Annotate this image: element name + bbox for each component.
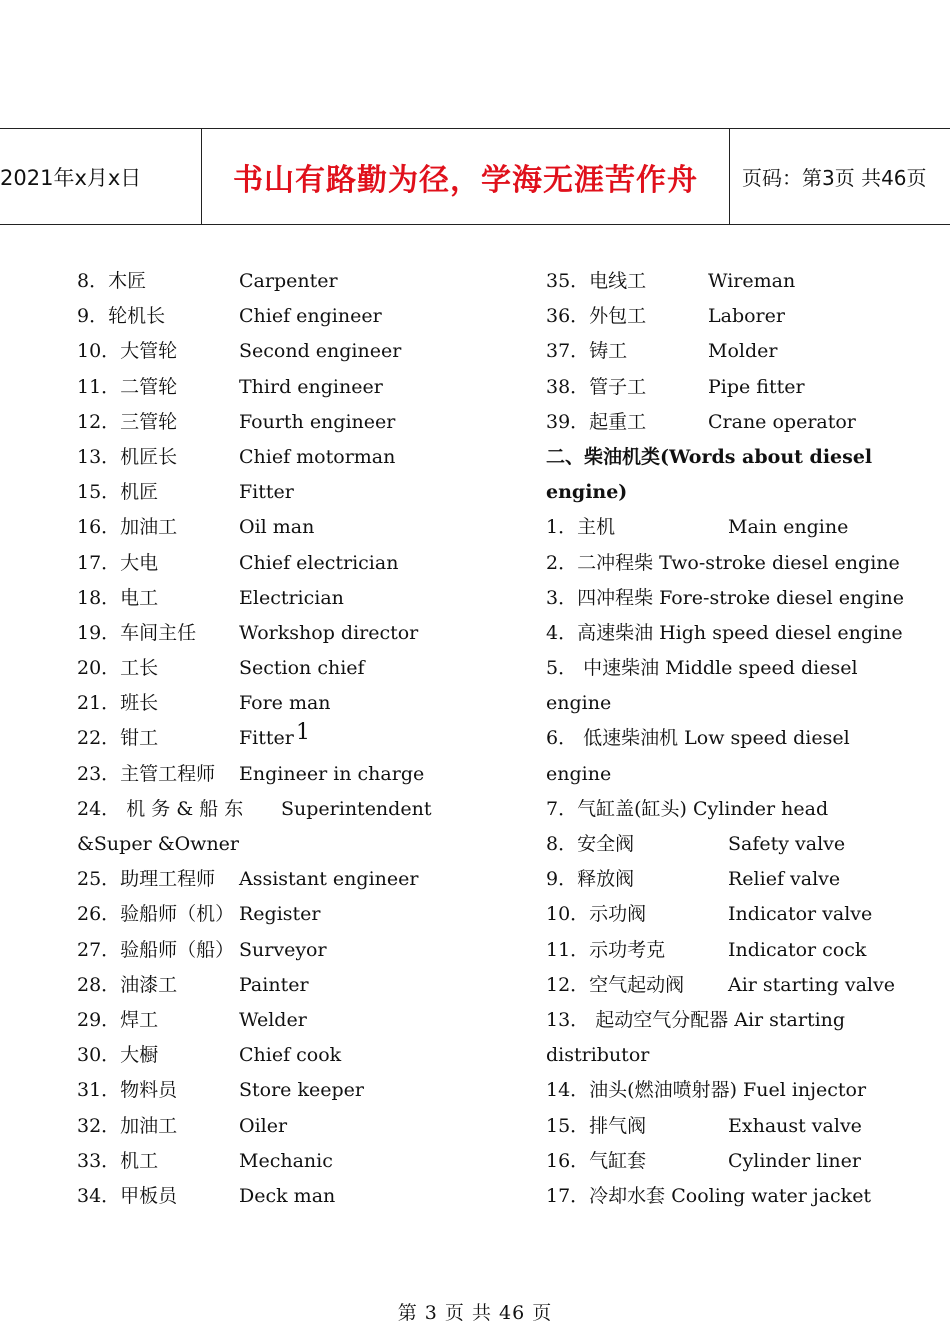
term-english: Laborer xyxy=(708,305,785,328)
term-chinese: 8．安全阀 xyxy=(546,833,635,855)
term-english: Chief cook xyxy=(239,1044,342,1067)
term-english: Air starting valve xyxy=(728,973,895,996)
term-english: Exhaust valve xyxy=(728,1114,862,1137)
term-english: Indicator valve xyxy=(728,903,873,926)
term-english: Deck man xyxy=(239,1184,336,1207)
term-row xyxy=(77,686,407,721)
term-english: Third engineer xyxy=(239,375,383,398)
page-header xyxy=(0,128,950,225)
term-row xyxy=(546,827,873,862)
term-english: Engineer in charge xyxy=(239,762,425,785)
term-chinese: 16．气缸套 xyxy=(546,1149,647,1172)
term-line: 4．高速柴油 High speed diesel engine xyxy=(546,621,903,644)
term-chinese: 28．油漆工 xyxy=(77,973,178,996)
term-chinese: 25．助理工程师 xyxy=(77,868,216,891)
term-row xyxy=(77,1073,407,1108)
term-line: 14．油头(燃油喷射器) Fuel injector xyxy=(546,1079,867,1102)
term-chinese: 11．示功考克 xyxy=(546,938,666,961)
term-row xyxy=(546,370,873,405)
term-english: Assistant engineer xyxy=(239,868,419,891)
term-chinese: 15．排气阀 xyxy=(546,1114,647,1137)
term-row xyxy=(546,757,873,792)
term-row xyxy=(546,968,895,1003)
term-row xyxy=(546,1038,873,1073)
term-chinese: 10．大管轮 xyxy=(77,340,178,363)
term-chinese: &Super &Owner xyxy=(77,833,240,855)
term-row xyxy=(546,334,873,369)
term-row xyxy=(546,616,903,651)
term-english: Carpenter xyxy=(239,270,338,292)
term-row xyxy=(77,933,407,968)
term-row xyxy=(77,757,425,792)
term-chinese: 30．大橱 xyxy=(77,1044,159,1067)
term-english: Electrician xyxy=(239,586,344,609)
term-chinese: 18．电工 xyxy=(77,586,159,609)
term-english: Section chief xyxy=(239,657,365,680)
term-chinese: 12．三管轮 xyxy=(77,410,178,433)
page-mark: 1 xyxy=(296,720,310,745)
term-row xyxy=(77,264,407,299)
term-row xyxy=(546,264,873,299)
term-english: Indicator cock xyxy=(728,938,867,961)
term-english: Second engineer xyxy=(239,340,402,363)
term-row xyxy=(77,616,419,651)
term-row xyxy=(546,1179,873,1214)
term-chinese: 11．二管轮 xyxy=(77,375,178,398)
term-chinese: 24． 机 务 & 船 东 xyxy=(77,797,244,820)
term-row xyxy=(77,1144,407,1179)
term-english: Wireman xyxy=(708,270,796,292)
page-footer: 第 3 页 共 46 页 xyxy=(397,1302,553,1324)
term-chinese: 10．示功阀 xyxy=(546,903,647,926)
term-chinese: 35．电线工 xyxy=(546,270,647,292)
term-chinese: 39．起重工 xyxy=(546,410,647,433)
term-english: Oil man xyxy=(239,516,315,539)
term-english: Register xyxy=(239,903,321,926)
left-term-column xyxy=(77,264,432,1214)
term-row xyxy=(77,968,407,1003)
term-english: Oiler xyxy=(239,1114,288,1137)
term-row xyxy=(546,1073,873,1108)
term-english: Crane operator xyxy=(708,410,856,433)
term-english: Cylinder liner xyxy=(728,1149,861,1172)
header-date: 2021年x月x日 xyxy=(0,165,142,190)
term-row xyxy=(546,405,873,440)
term-chinese: 9．轮机长 xyxy=(77,305,166,328)
term-row xyxy=(546,933,873,968)
term-chinese: 12．空气起动阀 xyxy=(546,973,685,996)
term-chinese: 32．加油工 xyxy=(77,1114,178,1137)
term-line: 7．气缸盖(缸头) Cylinder head xyxy=(546,797,829,820)
term-line: 二、柴油机类(Words about diesel xyxy=(546,445,873,468)
term-english: Mechanic xyxy=(239,1149,333,1172)
term-row xyxy=(77,546,407,581)
term-row xyxy=(77,334,407,369)
term-english: Store keeper xyxy=(239,1079,364,1102)
term-english: Workshop director xyxy=(239,621,419,644)
term-english: Fourth engineer xyxy=(239,410,396,433)
term-row xyxy=(546,651,873,686)
header-page-info: 页码：第3页 共46页 xyxy=(742,166,927,190)
right-term-column xyxy=(546,264,904,1214)
term-line: engine) xyxy=(546,481,628,504)
term-line: 3．四冲程柴 Fore-stroke diesel engine xyxy=(546,586,904,609)
term-chinese: 13．机匠长 xyxy=(77,445,178,468)
term-line: engine xyxy=(546,762,612,785)
term-line: 13． 起动空气分配器 Air starting xyxy=(546,1008,846,1031)
term-line: 2．二冲程柴 Two-stroke diesel engine xyxy=(546,551,900,574)
term-row xyxy=(77,1109,407,1144)
term-chinese: 21．班长 xyxy=(77,692,159,715)
term-row xyxy=(77,475,407,510)
term-english: Welder xyxy=(239,1008,307,1031)
term-row xyxy=(546,475,873,510)
term-chinese: 38．管子工 xyxy=(546,375,647,398)
term-english: Fore man xyxy=(239,692,331,715)
term-row xyxy=(546,897,873,932)
term-english: Fitter xyxy=(239,727,294,750)
term-row xyxy=(77,897,407,932)
term-row xyxy=(546,440,873,475)
term-chinese: 15．机匠 xyxy=(77,481,159,504)
term-row xyxy=(546,721,873,756)
term-chinese: 1．主机 xyxy=(546,516,616,539)
term-chinese: 36．外包工 xyxy=(546,305,647,328)
term-english: Chief engineer xyxy=(239,305,382,328)
term-chinese: 33．机工 xyxy=(77,1149,159,1172)
term-row xyxy=(77,1179,407,1214)
term-row xyxy=(546,581,904,616)
term-chinese: 9．释放阀 xyxy=(546,868,635,891)
header-motto: 书山有路勤为径，学海无涯苦作舟 xyxy=(201,129,730,224)
term-line: engine xyxy=(546,692,612,715)
term-row xyxy=(77,510,407,545)
term-line: 5． 中速柴油 Middle speed diesel xyxy=(546,657,858,680)
term-chinese: 16．加油工 xyxy=(77,516,178,539)
term-row xyxy=(77,1038,407,1073)
term-row xyxy=(546,792,873,827)
term-line: 17．冷却水套 Cooling water jacket xyxy=(546,1184,872,1207)
term-english: Main engine xyxy=(728,516,849,539)
term-row xyxy=(77,721,407,756)
term-row xyxy=(546,510,873,545)
term-english: Molder xyxy=(708,340,778,363)
term-chinese: 17．大电 xyxy=(77,551,159,574)
term-english: Relief valve xyxy=(728,868,841,891)
term-chinese: 27．验船师（船） xyxy=(77,938,235,961)
term-english: Chief electrician xyxy=(239,551,399,574)
term-line: distributor xyxy=(546,1044,650,1067)
term-english: Chief motorman xyxy=(239,445,396,468)
term-english: Painter xyxy=(239,973,309,996)
term-row xyxy=(546,686,873,721)
term-row xyxy=(77,651,407,686)
term-row xyxy=(546,862,873,897)
term-row xyxy=(546,546,900,581)
term-chinese: 29．焊工 xyxy=(77,1008,159,1031)
term-chinese: 37．铸工 xyxy=(546,340,628,363)
term-chinese: 19．车间主任 xyxy=(77,621,197,644)
term-chinese: 20．工长 xyxy=(77,657,159,680)
term-line: 6． 低速柴油机 Low speed diesel xyxy=(546,727,850,750)
term-chinese: 8．木匠 xyxy=(77,270,147,292)
term-row xyxy=(77,370,407,405)
term-english: Surveyor xyxy=(239,938,327,961)
term-row xyxy=(77,440,407,475)
term-row xyxy=(77,1003,407,1038)
term-row xyxy=(77,299,407,334)
term-row xyxy=(546,1109,873,1144)
term-row xyxy=(77,581,407,616)
term-chinese: 22．钳工 xyxy=(77,727,159,750)
term-row xyxy=(546,299,873,334)
term-chinese: 26．验船师（机） xyxy=(77,903,235,926)
term-english: Pipe fitter xyxy=(708,375,805,398)
term-row xyxy=(77,862,419,897)
term-row xyxy=(546,1144,873,1179)
term-english: Superintendent xyxy=(281,797,432,820)
term-chinese: 31．物料员 xyxy=(77,1079,178,1102)
term-row xyxy=(546,1003,873,1038)
term-english: Fitter xyxy=(239,481,294,504)
term-row xyxy=(77,405,407,440)
term-chinese: 23．主管工程师 xyxy=(77,762,216,785)
term-english: Safety valve xyxy=(728,833,846,855)
term-chinese: 34．甲板员 xyxy=(77,1184,178,1207)
term-row xyxy=(77,792,432,827)
term-row xyxy=(77,827,407,862)
